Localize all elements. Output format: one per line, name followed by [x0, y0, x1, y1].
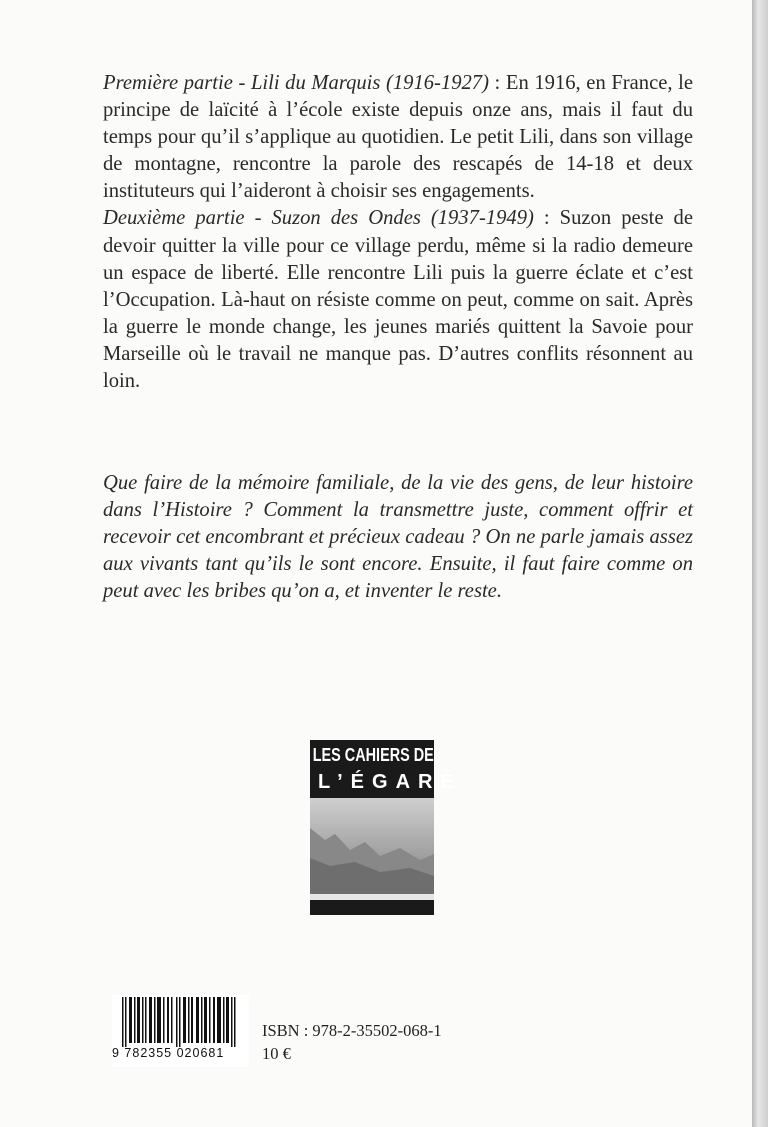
publisher-logo-photo: [310, 798, 434, 915]
publisher-logo: [310, 740, 462, 915]
part1-text: : En 1916, en France, le principe de laïcité à l’école existe depuis onze ans, mais il faut du temps pour qu’il s’applique au quotidien. Le petit Lili, dans son village de montagne, rencontre la parole des rescapés de 14-18 et deux instituteurs qui l’aideront à choisir ses engagements.: [103, 72, 693, 203]
barcode-digits: 9 782355 020681: [112, 1046, 225, 1060]
part2-title: Deuxième partie - Suzon des Ondes (1937-1949): [103, 207, 534, 230]
part1-paragraph: [103, 70, 693, 205]
summary-text: [103, 70, 693, 395]
publisher-logo-line1: LES CAHIERS DE: [312, 744, 434, 765]
part2-paragraph: [103, 205, 693, 395]
price: 10 €: [262, 1044, 291, 1063]
isbn: ISBN : 978-2-35502-068-1: [262, 1021, 442, 1040]
quote-text: Que faire de la mémoire familiale, de la vie des gens, de leur histoire dans l’Histoire ? Comment la transmettre juste, comment offrir et recevoir cet encombrant et précieux cadeau ? On ne parle jamais assez aux vivants tant qu’ils le sont encore. Ensuite, il faut faire comme on peut avec les bribes qu’on a, et inventer le reste.: [103, 472, 693, 603]
publisher-logo-line2: L’ÉGARÉ: [318, 771, 462, 793]
part1-title: Première partie - Lili du Marquis (1916-1927): [103, 72, 489, 94]
book-edge: [752, 0, 768, 1127]
part2-text: : Suzon peste de devoir quitter la ville pour ce village perdu, même si la radio demeure un espace de liberté. Elle rencontre Lili puis la guerre éclate et c’est l’Occupation. Là-haut on résiste comme on peut, comme on sait. Après la guerre le monde change, les jeunes mariés quittent la Savoie pour Marseille où le travail ne manque pas. D’autres conflits résonnent au loin.: [103, 207, 693, 393]
